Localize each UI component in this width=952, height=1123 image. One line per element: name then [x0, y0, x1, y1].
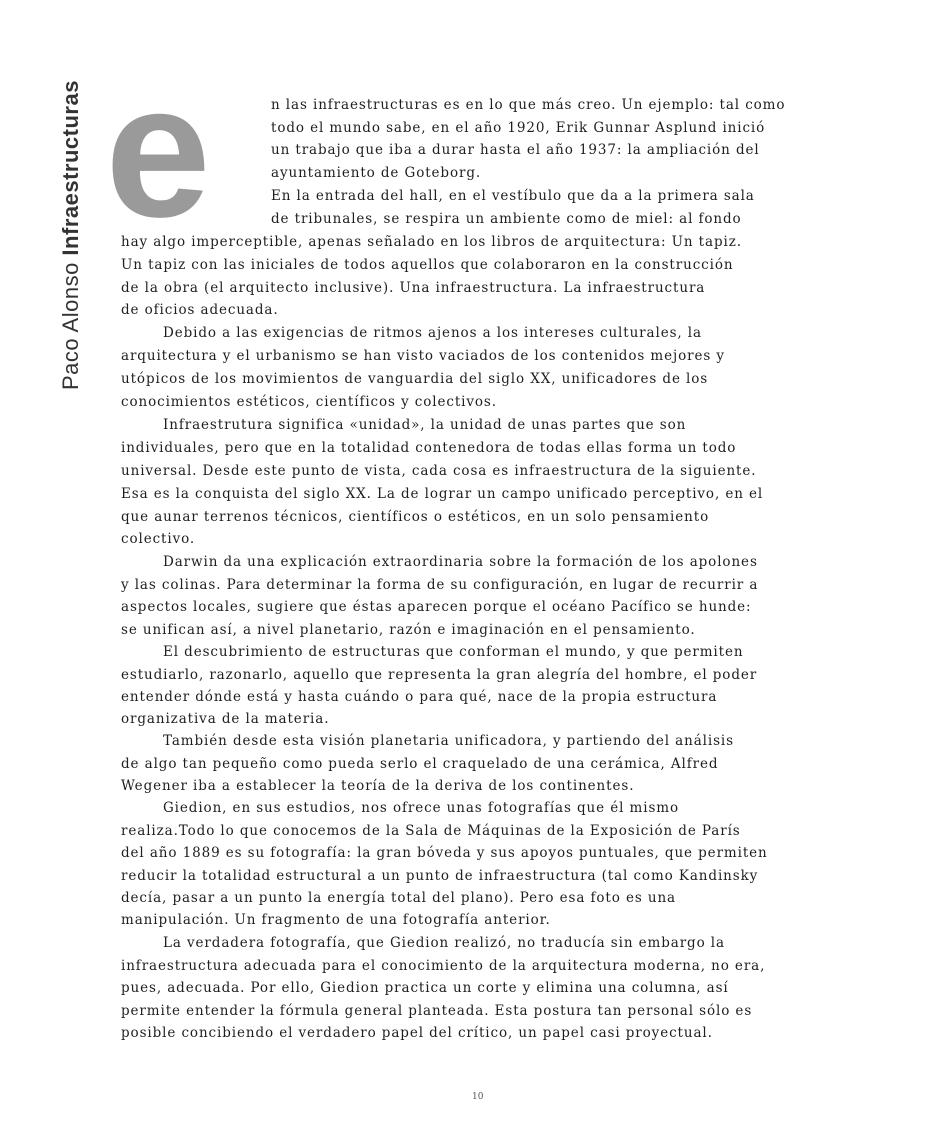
text-line: El descubrimiento de estructuras que conforman el mundo, y que permiten	[163, 644, 744, 660]
text-line: del año 1889 es su fotografía: la gran bóveda y sus apoyos puntuales, que permiten	[121, 845, 768, 861]
text-line: estudiarlo, razonarlo, aquello que representa la gran alegría del hombre, el poder	[121, 667, 758, 683]
text-line: arquitectura y el urbanismo se han visto vaciados de los contenidos mejores y	[121, 348, 725, 364]
text-line: conocimientos estéticos, científicos y colectivos.	[121, 394, 497, 410]
text-line: todo el mundo sabe, en el año 1920, Erik Gunnar Asplund inició	[271, 120, 766, 136]
text-line: realiza.Todo lo que conocemos de la Sala de Máquinas de la Exposición de París	[121, 823, 741, 839]
author-name: Paco Alonso	[58, 262, 83, 390]
text-line: Infraestrutura significa «unidad», la unidad de unas partes que son	[163, 417, 687, 433]
text-line: Darwin da una explicación extraordinaria sobre la formación de los apolones	[163, 554, 758, 570]
text-line: Esa es la conquista del siglo XX. La de lograr un campo unificado perceptivo, en el	[121, 486, 764, 502]
text-line: y las colinas. Para determinar la forma de su configuración, en lugar de recurrir a	[121, 577, 759, 593]
text-line: pues, adecuada. Por ello, Giedion practica un corte y elimina una columna, así	[121, 980, 729, 996]
text-line: permite entender la fórmula general planteada. Esta postura tan personal sólo es	[121, 1003, 753, 1019]
text-line: manipulación. Un fragmento de una fotografía anterior.	[121, 912, 551, 928]
text-line: de oficios adecuada.	[121, 302, 279, 318]
text-line: se unifican así, a nivel planetario, razón e imaginación en el pensamiento.	[121, 622, 696, 638]
text-line: reducir la totalidad estructural a un punto de infraestructura (tal como Kandinsky	[121, 868, 759, 884]
text-line: En la entrada del hall, en el vestíbulo que da a la primera sala	[271, 188, 755, 204]
text-line: posible concibiendo el verdadero papel del crítico, un papel casi proyectual.	[121, 1025, 713, 1041]
drop-cap-e	[96, 88, 226, 223]
text-line: n las infraestructuras es en lo que más creo. Un ejemplo: tal como	[271, 97, 786, 113]
text-line: aspectos locales, sugiere que éstas aparecen porque el océano Pacífico se hunde:	[121, 599, 752, 615]
text-line: universal. Desde este punto de vista, cada cosa es infraestructura de la siguiente.	[121, 463, 757, 479]
text-line: individuales, pero que en la totalidad contenedora de todas ellas forma un todo	[121, 440, 737, 456]
text-line: de algo tan pequeño como pueda serlo el craquelado de una cerámica, Alfred	[121, 756, 719, 772]
section-title: Infraestructuras	[58, 80, 83, 256]
text-line: Giedion, en sus estudios, nos ofrece unas fotografías que él mismo	[163, 800, 680, 816]
text-line: hay algo imperceptible, apenas señalado en los libros de arquitectura: Un tapiz.	[121, 234, 742, 250]
text-line: infraestructura adecuada para el conocimiento de la arquitectura moderna, no era,	[121, 958, 766, 974]
svg-text:e: e	[105, 88, 211, 223]
text-line: Debido a las exigencias de ritmos ajenos a los intereses culturales, la	[163, 325, 702, 341]
text-line: Wegener iba a establecer la teoría de la deriva de los continentes.	[121, 778, 635, 794]
side-running-head	[58, 80, 84, 390]
text-line: ayuntamiento de Goteborg.	[271, 165, 482, 181]
text-line: un trabajo que iba a durar hasta el año 1937: la ampliación del	[271, 142, 760, 158]
text-line: entender dónde está y hasta cuándo o para qué, nace de la propia estructura	[121, 689, 718, 705]
text-line: organizativa de la materia.	[121, 711, 330, 727]
text-line: de tribunales, se respira un ambiente como de miel: al fondo	[271, 211, 742, 227]
text-line: que aunar terrenos técnicos, científicos o estéticos, en un solo pensamiento	[121, 509, 710, 525]
text-line: de la obra (el arquitecto inclusive). Una infraestructura. La infraestructura	[121, 280, 706, 296]
text-line: colectivo.	[121, 531, 196, 547]
text-line: utópicos de los movimientos de vanguardia del siglo XX, unificadores de los	[121, 371, 709, 387]
text-line: También desde esta visión planetaria unificadora, y partiendo del análisis	[163, 733, 734, 749]
page-number: 10	[472, 1092, 484, 1102]
text-line: decía, pasar a un punto la energía total del plano). Pero esa foto es una	[121, 890, 676, 906]
text-line: La verdadera fotografía, que Giedion realizó, no traducía sin embargo la	[163, 935, 725, 951]
text-line: Un tapiz con las iniciales de todos aquellos que colaboraron en la construcción	[121, 257, 734, 273]
